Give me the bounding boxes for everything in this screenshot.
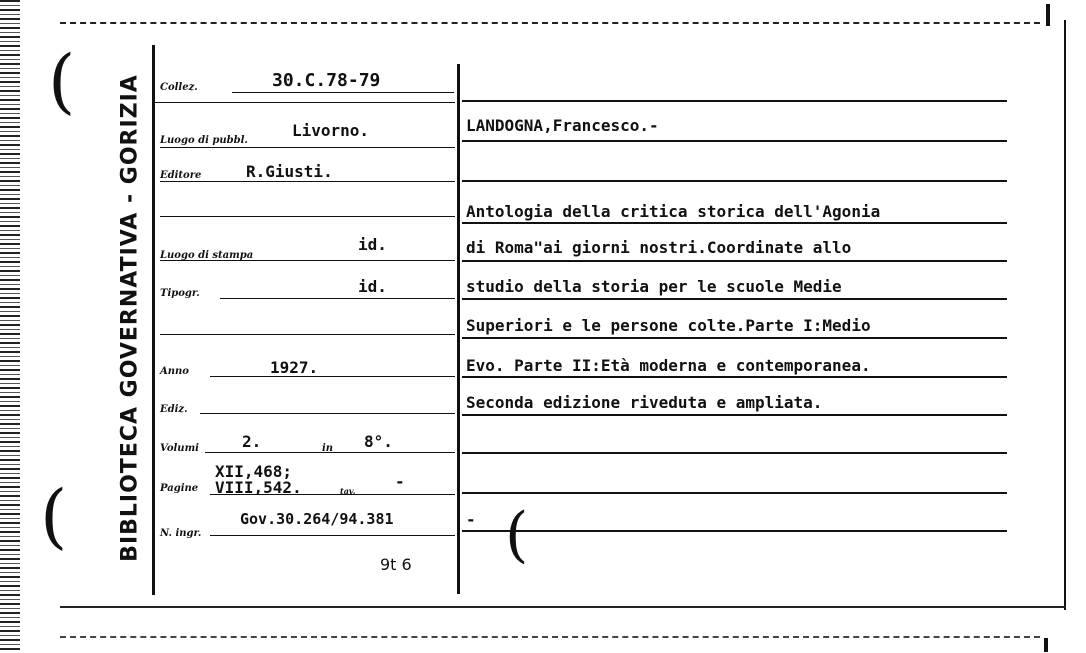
editore-value: R.Giusti. xyxy=(246,162,333,181)
row-divider xyxy=(155,102,455,103)
blank-line-2 xyxy=(160,334,455,335)
tipogr-value: id. xyxy=(358,277,387,296)
ediz-label: Ediz. xyxy=(160,404,188,415)
handwritten-shelf-note: 9t 6 xyxy=(380,555,412,574)
pagine-label: Pagine xyxy=(160,483,199,494)
luogo-pubbl-line xyxy=(160,147,455,148)
tipogr-line xyxy=(220,298,455,299)
anno-value: 1927. xyxy=(270,358,319,377)
right-rule-5 xyxy=(462,298,1007,300)
right-rule-4 xyxy=(462,260,1007,262)
editore-label: Editore xyxy=(160,170,202,181)
right-rule-11 xyxy=(462,530,1007,532)
collocazione-value: 30.C.78-79 xyxy=(272,70,381,91)
bracket-mark-middle: ( xyxy=(505,500,529,570)
right-rule-6 xyxy=(462,337,1007,339)
right-rule-7 xyxy=(462,376,1007,378)
bracket-mark-top: ( xyxy=(48,40,76,122)
luogo-stampa-value: id. xyxy=(358,235,387,254)
pagine-line1: XII,468; xyxy=(215,462,293,481)
luogo-pubbl-value: Livorno. xyxy=(292,121,370,140)
card-edge-strip xyxy=(0,0,20,653)
ingr-line xyxy=(210,535,455,536)
editore-line xyxy=(160,181,455,182)
right-rule-0 xyxy=(462,100,1007,102)
ingr-value: Gov.30.264/94.381 xyxy=(240,510,394,528)
luogo-pubbl-label: Luogo di pubbl. xyxy=(160,135,248,146)
author-heading: LANDOGNA,Francesco.- xyxy=(466,116,659,135)
title-line-1: Antologia della critica storica dell'Agonia xyxy=(466,202,881,221)
title-line-5: Evo. Parte II:Età moderna e contemporanea. xyxy=(466,356,871,375)
bottom-border xyxy=(60,606,1066,608)
title-line-3: studio della storia per le scuole Medie xyxy=(466,277,842,296)
title-line-4: Superiori e le persone colte.Parte I:Medio xyxy=(466,316,871,335)
pagine-line2: VIII,542. xyxy=(215,478,302,497)
tav-label: tav. xyxy=(340,486,356,496)
pagine-line xyxy=(210,494,455,495)
library-stamp-vertical: BIBLIOTECA GOVERNATIVA - GORIZIA xyxy=(117,74,143,562)
tipogr-label: Tipogr. xyxy=(160,288,200,299)
blank-line xyxy=(160,216,455,217)
right-rule-2 xyxy=(462,180,1007,182)
volumi-label: Volumi xyxy=(160,443,199,454)
collocazione-line xyxy=(232,92,454,93)
ediz-line xyxy=(200,413,455,414)
left-column-rule xyxy=(152,45,155,595)
tav-value: - xyxy=(395,472,405,491)
volumi-in-label: in xyxy=(322,443,334,454)
title-line-6: Seconda edizione riveduta e ampliata. xyxy=(466,393,823,412)
right-rule-10 xyxy=(462,492,1007,494)
tick-mark-top-right xyxy=(1046,4,1050,26)
title-line-2: di Roma"ai giorni nostri.Coordinate allo xyxy=(466,238,852,257)
collocazione-label: Collez. xyxy=(160,82,198,93)
bottom-dashed-line xyxy=(60,636,1040,638)
top-border xyxy=(60,22,1040,24)
anno-line xyxy=(210,376,455,377)
right-rule-8 xyxy=(462,414,1007,416)
volumi-line xyxy=(205,452,455,453)
luogo-stampa-line xyxy=(160,260,455,261)
tick-mark-bottom-right xyxy=(1044,638,1048,652)
middle-column-rule xyxy=(457,64,460,594)
right-border xyxy=(1064,20,1066,610)
ingr-label: N. ingr. xyxy=(160,528,202,539)
anno-label: Anno xyxy=(160,366,189,377)
right-rule-9 xyxy=(462,452,1007,454)
bracket-mark-bottom: ( xyxy=(40,475,68,557)
ingr-dash: - xyxy=(466,510,476,529)
luogo-stampa-label: Luogo di stampa xyxy=(160,250,254,261)
volumi-format: 8°. xyxy=(364,432,393,451)
right-rule-3 xyxy=(462,222,1007,224)
volumi-value: 2. xyxy=(242,432,262,451)
right-rule-1 xyxy=(462,140,1007,142)
